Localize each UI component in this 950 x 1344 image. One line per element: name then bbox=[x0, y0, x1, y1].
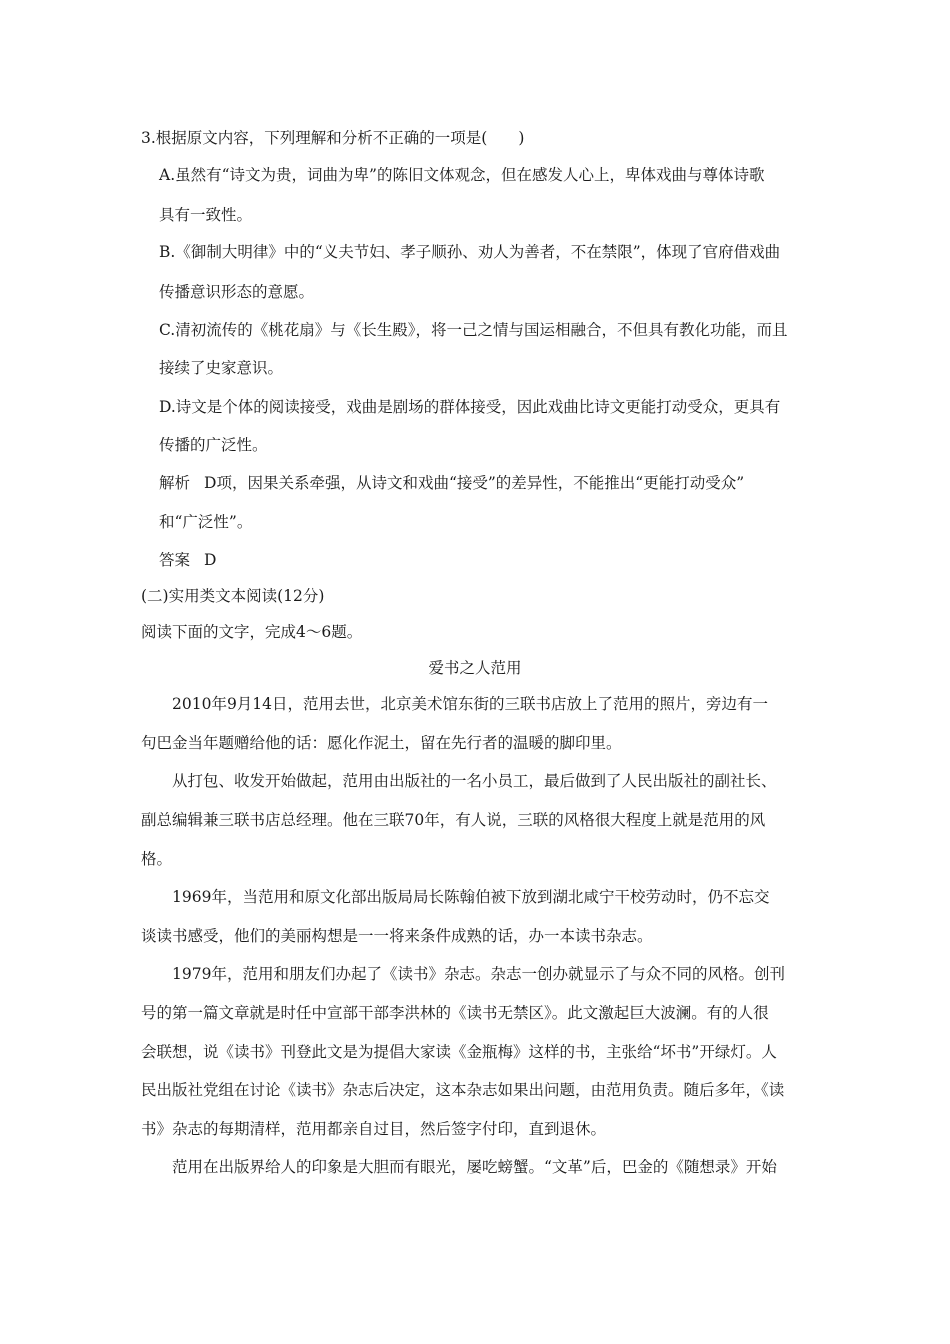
option-d-line-1: D.诗文是个体的阅读接受，戏曲是剧场的群体接受，因此戏曲比诗文更能打动受众，更具有 bbox=[159, 398, 781, 416]
paragraph-2-line-3: 格。 bbox=[141, 850, 173, 868]
option-b-line-2: 传播意识形态的意愿。 bbox=[159, 283, 315, 301]
option-c-line-1: C.清初流传的《桃花扇》与《长生殿》，将一己之情与国运相融合，不但具有教化功能，而且 bbox=[159, 321, 788, 339]
answer-value: D bbox=[204, 551, 217, 569]
paragraph-1-line-1: 2010年9月14日，范用去世，北京美术馆东街的三联书店放上了范用的照片，旁边有一 bbox=[172, 695, 769, 713]
paragraph-4-line-4: 民出版社党组在讨论《读书》杂志后决定，这本杂志如果出问题，由范用负责。随后多年，《读 bbox=[141, 1081, 785, 1099]
option-a-line-1: A.虽然有“诗文为贵，词曲为卑”的陈旧文体观念，但在感发人心上，卑体戏曲与尊体诗歌 bbox=[159, 166, 765, 184]
answer-line bbox=[159, 550, 216, 570]
option-a-line-2: 具有一致性。 bbox=[159, 206, 253, 224]
question-stem: 3.根据原文内容，下列理解和分析不正确的一项是( ) bbox=[141, 129, 525, 147]
paragraph-4-line-3: 会联想，说《读书》刊登此文是为提倡大家读《金瓶梅》这样的书，主张给“坏书”开绿灯。人 bbox=[141, 1043, 777, 1061]
paragraph-1-line-2: 句巴金当年题赠给他的话：愿化作泥土，留在先行者的温暖的脚印里。 bbox=[141, 734, 622, 752]
answer-label: 答案 bbox=[159, 551, 191, 569]
article-title: 爱书之人范用 bbox=[428, 659, 522, 677]
paragraph-3-line-1: 1969年，当范用和原文化部出版局局长陈翰伯被下放到湖北咸宁干校劳动时，仍不忘交 bbox=[172, 888, 770, 906]
paragraph-4-line-1: 1979年，范用和朋友们办起了《读书》杂志。杂志一创办就显示了与众不同的风格。创刊 bbox=[172, 965, 785, 983]
option-b-line-1: B.《御制大明律》中的“义夫节妇、孝子顺孙、劝人为善者，不在禁限”，体现了官府借戏曲 bbox=[159, 243, 781, 261]
option-c-line-2: 接续了史家意识。 bbox=[159, 359, 284, 377]
analysis-line-1 bbox=[159, 473, 744, 493]
option-d-line-2: 传播的广泛性。 bbox=[159, 436, 268, 454]
paragraph-3-line-2: 谈读书感受，他们的美丽构想是一一将来条件成熟的话，办一本读书杂志。 bbox=[141, 927, 653, 945]
analysis-label: 解析 bbox=[159, 474, 191, 492]
section-heading: (二)实用类文本阅读(12分) bbox=[141, 587, 325, 605]
paragraph-2-line-2: 副总编辑兼三联书店总经理。他在三联70年，有人说，三联的风格很大程度上就是范用的风 bbox=[141, 811, 766, 829]
paragraph-4-line-5: 书》杂志的每期清样，范用都亲自过目，然后签字付印，直到退休。 bbox=[141, 1120, 607, 1138]
analysis-line-2: 和“广泛性”。 bbox=[159, 513, 253, 531]
analysis-text: D项，因果关系牵强，从诗文和戏曲“接受”的差异性，不能推出“更能打动受众” bbox=[204, 474, 745, 492]
paragraph-5-line-1: 范用在出版界给人的印象是大胆而有眼光，屡吃螃蟹。“文革”后，巴金的《随想录》开始 bbox=[172, 1158, 777, 1176]
section-instruction: 阅读下面的文字，完成4～6题。 bbox=[141, 623, 363, 641]
paragraph-2-line-1: 从打包、收发开始做起，范用由出版社的一名小员工，最后做到了人民出版社的副社长、 bbox=[172, 772, 777, 790]
paragraph-4-line-2: 号的第一篇文章就是时任中宣部干部李洪林的《读书无禁区》。此文激起巨大波澜。有的人很 bbox=[141, 1004, 769, 1022]
